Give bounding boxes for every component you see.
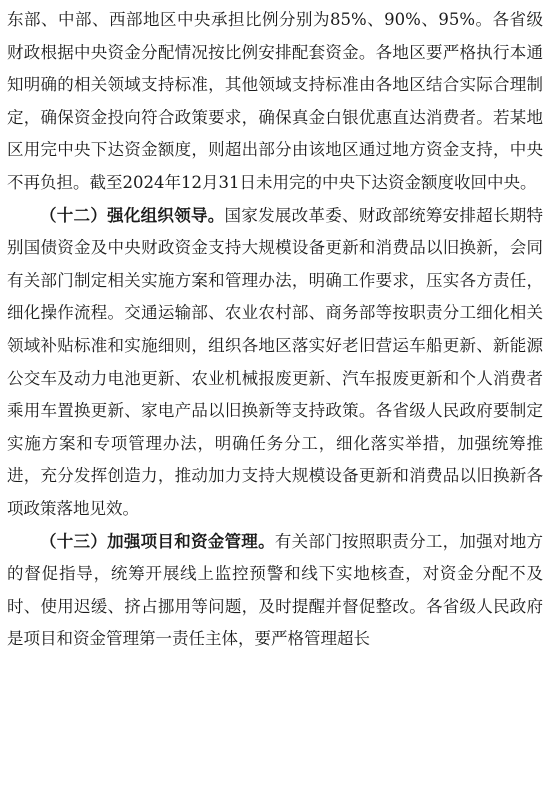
section-heading: （十二）强化组织领导。 [40,205,225,225]
paragraph-organization-leadership [7,200,543,526]
paragraph-text: 东部、中部、西部地区中央承担比例分别为85%、90%、95%。各省级财政根据中央资金分配情况按比例安排配套资金。各地区要严格执行本通知明确的相关领域支持标准，其他领域支持标准由各地区结合实际合理制定，确保资金投向符合政策要求，确保真金白银优惠直达消费者。若某地区用完中央下达资金额度，则超出部分由该地区通过地方资金支持，中央不再负担。截至2024年12月31日未用完的中央下达资金额度收回中央。 [7,10,543,192]
paragraph-project-fund-management [7,526,543,656]
section-heading: （十三）加强项目和资金管理。 [40,531,275,551]
paragraph-text: 国家发展改革委、财政部统筹安排超长期特别国债资金及中央财政资金支持大规模设备更新和消费品以旧换新，会同有关部门制定相关实施方案和管理办法，明确工作要求，压实各方责任，细化操作流程。交通运输部、农业农村部、商务部等按职责分工细化相关领域补贴标准和实施细则，组织各地区落实好老旧营运车船更新、新能源公交车及动力电池更新、农业机械报废更新、汽车报废更新和个人消费者乘用车置换更新、家电产品以旧换新等支持政策。各省级人民政府要制定实施方案和专项管理办法，明确任务分工，细化落实举措，加强统筹推进，充分发挥创造力，推动加力支持大规模设备更新和消费品以旧换新各项政策落地见效。 [7,205,544,518]
paragraph-text: 有关部门按照职责分工，加强对地方的督促指导，统筹开展线上监控预警和线下实地核查，对资金分配不及时、使用迟缓、挤占挪用等问题，及时提醒并督促整改。各省级人民政府是项目和资金管理第一责任主体，要严格管理超长 [7,531,544,649]
paragraph-funding-ratio [7,4,543,200]
